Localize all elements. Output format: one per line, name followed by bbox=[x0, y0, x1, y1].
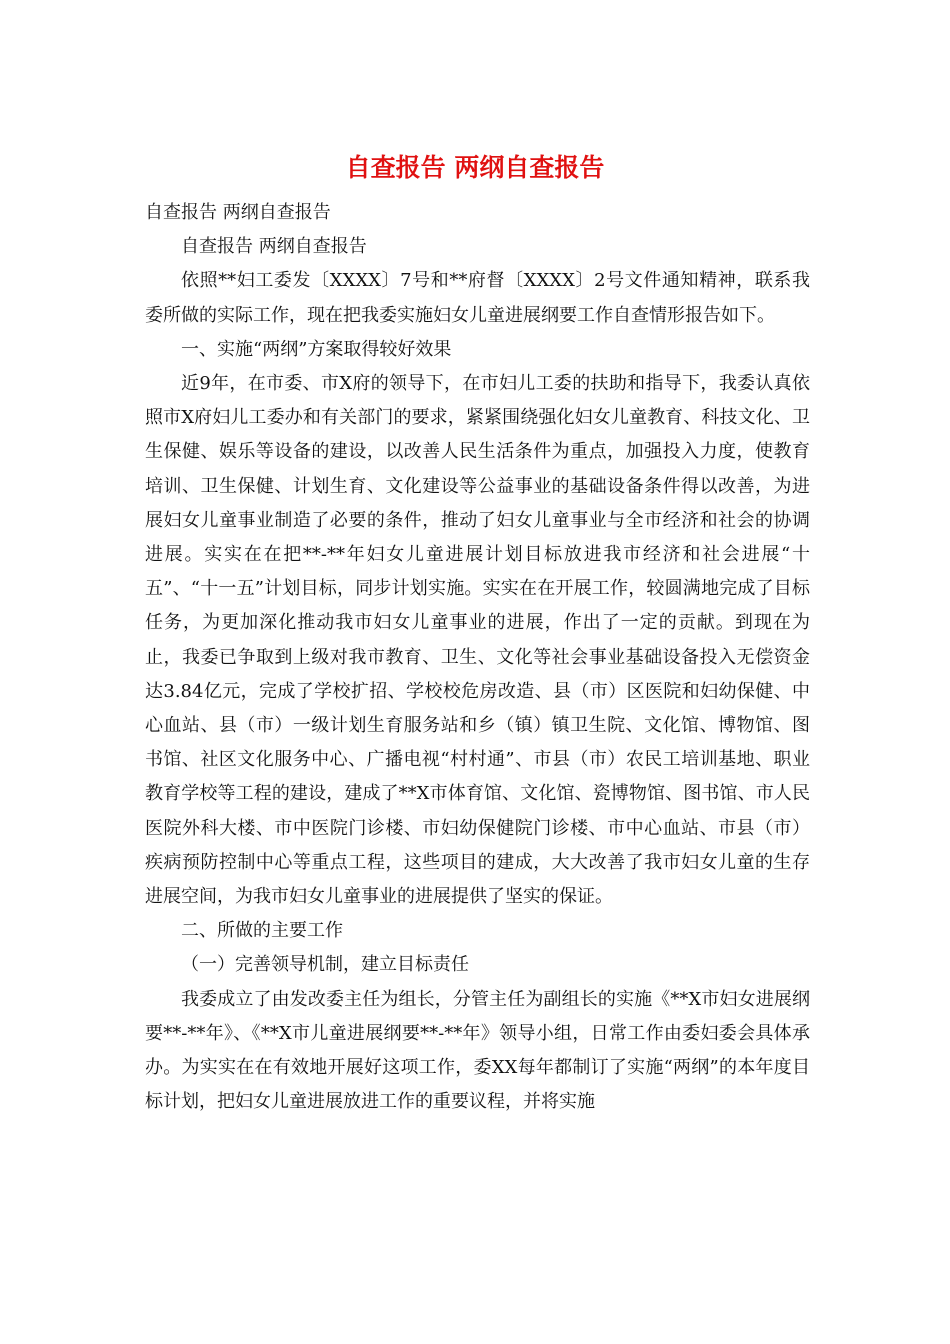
paragraph-subsection-1: 我委成立了由发改委主任为组长，分管主任为副组长的实施《**X市妇女进展纲要**-**年》、《**X市儿童进展纲要**-**年》领导小组，日常工作由委妇委会具体承办。为实实在在有效地开展好这项工作，委XX每年都制订了实施“两纲”的本年度目标计划，把妇女儿童进展放进工作的重要议程，并将实施 bbox=[145, 988, 810, 1113]
paragraph-subheader: 自查报告 两纲自查报告 bbox=[181, 236, 367, 258]
paragraph-intro: 依照**妇工委发〔XXXX〕7号和**府督〔XXXX〕2号文件通知精神，联系我委所做的实际工作，现在把我委实施妇女儿童进展纲要工作自查情形报告如下。 bbox=[145, 270, 810, 326]
paragraph-section-1: 近9年，在市委、市X府的领导下，在市妇儿工委的扶助和指导下，我委认真依照市X府妇儿工委办和有关部门的要求，紧紧围绕强化妇女儿童教育、科技文化、卫生保健、娱乐等设备的建设，以改善人民生活条件为重点，加强投入力度，使教育培训、卫生保健、计划生育、文化建设等公益事业的基础设备条件得以改善，为进展妇女儿童事业制造了必要的条件，推动了妇女儿童事业与全市经济和社会的协调进展。实实在在把**-**年妇女儿童进展计划目标放进我市经济和社会进展“十五”、“十一五”计划目标，同步计划实施。实实在在开展工作，较圆满地完成了目标任务，为更加深化推动我市妇女儿童事业的进展，作出了一定的贡献。到现在为止，我委已争取到上级对我市教育、卫生、文化等社会事业基础设备投入无偿资金达3.84亿元，完成了学校扩招、学校校危房改造、县（市）区医院和妇幼保健、中心血站、县（市）一级计划生育服务站和乡（镇）镇卫生院、文化馆、博物馆、图书馆、社区文化服务中心、广播电视“村村通”、市县（市）农民工培训基地、职业教育学校等工程的建设，建成了**X市体育馆、文化馆、瓷博物馆、图书馆、市人民医院外科大楼、市中医院门诊楼、市妇幼保健院门诊楼、市中心血站、市县（市）疾病预防控制中心等重点工程，这些项目的建成，大大改善了我市妇女儿童的生存进展空间，为我市妇女儿童事业的进展提供了坚实的保证。 bbox=[145, 373, 810, 908]
document-title: 自查报告 两纲自查报告 bbox=[345, 153, 605, 182]
section-heading-1: 一、实施“两纲”方案取得较好效果 bbox=[181, 338, 452, 360]
document-body bbox=[145, 196, 810, 1119]
subsection-heading-1: （一）完善领导机制，建立目标责任 bbox=[181, 954, 469, 976]
paragraph-header: 自查报告 两纲自查报告 bbox=[145, 202, 331, 223]
section-heading-2: 二、所做的主要工作 bbox=[181, 920, 343, 942]
